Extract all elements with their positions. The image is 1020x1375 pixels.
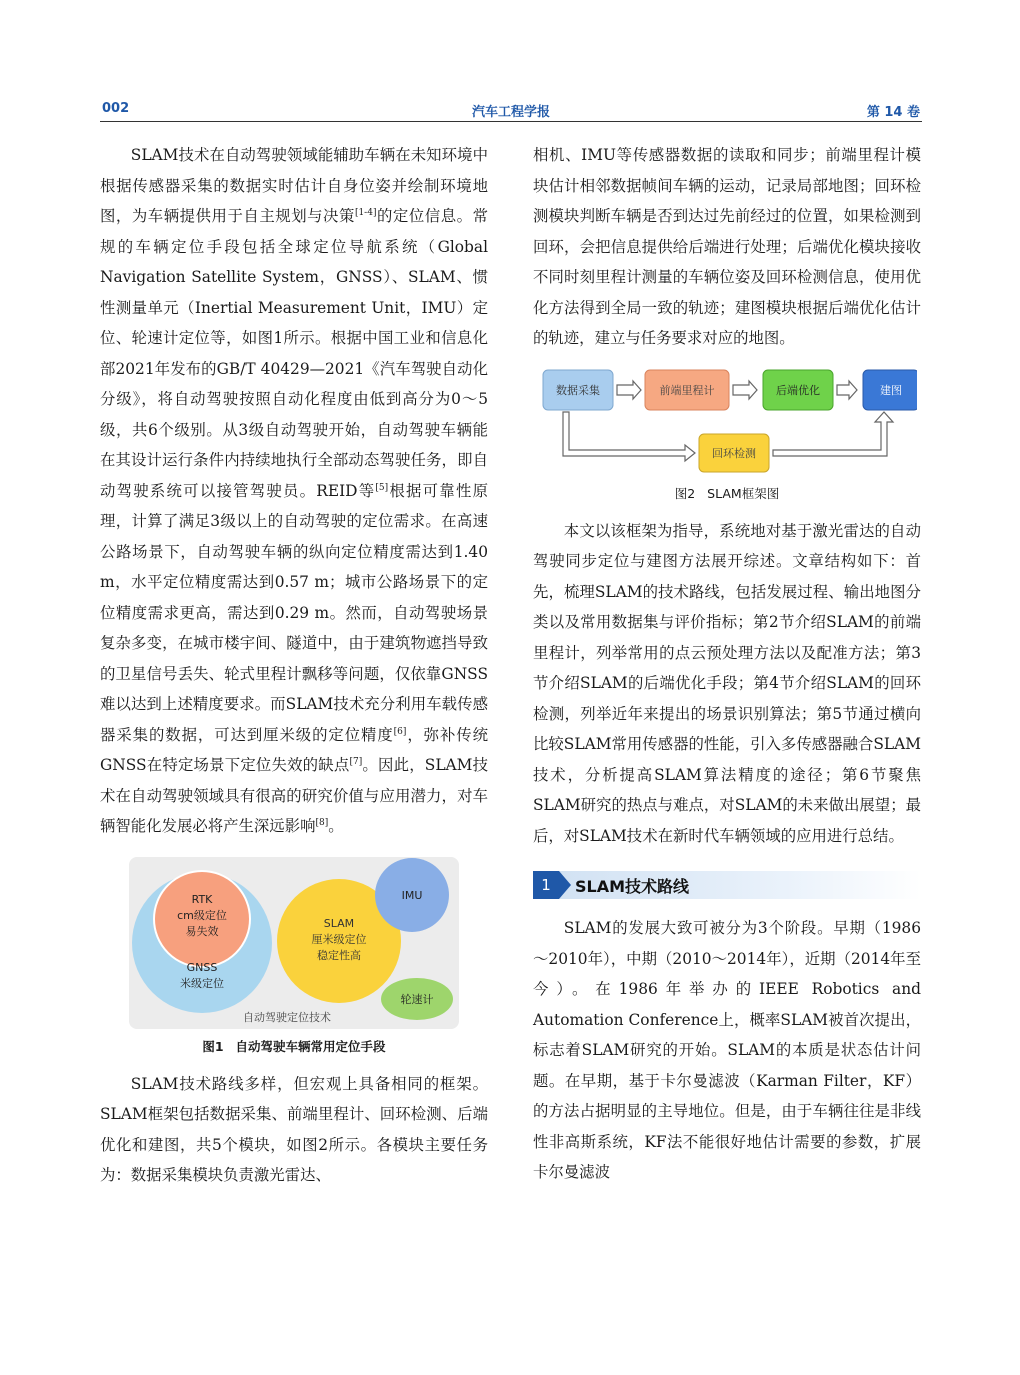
loop-closure-label: 回环检测: [712, 446, 756, 460]
section-number: 1: [533, 871, 559, 899]
rtk-label-1: RTK: [191, 892, 213, 906]
citation-8: [8]: [315, 817, 329, 828]
rtk-label-2: cm级定位: [177, 908, 227, 922]
citation-1-4: [1-4]: [354, 207, 377, 218]
citation-5: [5]: [375, 482, 389, 493]
history-paragraph: SLAM的发展大致可被分为3个阶段。早期（1986～2010年），中期（2010～2014年），近期（2014年至今）。在1986年举办的IEEE Robotics and Automation Conference上，概率SLAM被首次提出，标志着SLAM研究的开始。SLAM的本质是状态估计问题。在早期，基于卡尔曼滤波（Karman Filter，KF）的方法占据明显的主导地位。但是，由于车辆往往是非线性非高斯系统，KF法不能很好地估计需要的参数，扩展卡尔曼滤波: [533, 919, 921, 1181]
citation-7: [7]: [349, 756, 363, 767]
rtk-label-3: 易失效: [185, 924, 219, 938]
arrow-data-to-frontend: [617, 381, 641, 399]
page-header: [100, 97, 922, 122]
arrow-loop-to-map: [773, 412, 893, 456]
slam-label-3: 稳定性高: [317, 948, 361, 962]
imu-label: IMU: [401, 888, 423, 902]
arrow-data-to-loop: [563, 412, 695, 461]
figure-1-venn: [129, 857, 459, 1029]
slam-label-2: 厘米级定位: [311, 932, 367, 946]
gnss-label-1: GNSS: [186, 960, 218, 974]
backend-optimization-label: 后端优化: [776, 383, 820, 397]
intro-paragraph: SLAM技术在自动驾驶领域能辅助车辆在未知环境中根据传感器采集的数据实时估计自身位姿并绘制环境地图，为车辆提供用于自主规划与决策[1-4]的定位信息。常规的车辆定位手段包括全球定位导航系统（Global Navigation Satellite System，GNSS）、SLAM、惯性测量单元（Inertial Measurement Unit，IMU）定位、轮速计定位等，如图1所示。根据中国工业和信息化部2021年发布的GB/T 40429—2021《汽车驾驶自动化分级》，将自动驾驶按照自动化程度由低到高分为0～5级，共6个级别。从3级自动驾驶开始，自动驾驶车辆能在其设计运行条件内持续地执行全部动态驾驶任务，即自动驾驶系统可以接管驾驶员。REID等[5]根据可靠性原理，计算了满足3级以上的自动驾驶的定位需求。在高速公路场景下，自动驾驶车辆的纵向定位精度需达到1.40 m，水平定位精度需达到0.57 m；城市公路场景下的定位精度需求更高，需达到0.29 m。然而，自动驾驶场景复杂多变，在城市楼宇间、隧道中，由于建筑物遮挡导致的卫星信号丢失、轮式里程计飘移等问题，仅依靠GNSS难以达到上述精度要求。而SLAM技术充分利用车载传感器采集的数据，可达到厘米级的定位精度[6]，弥补传统GNSS在特定场景下定位失效的缺点[7]。因此，SLAM技术在自动驾驶领域具有很高的研究价值与应用潜力，对车辆智能化发展必将产生深远影响[8]。: [100, 146, 489, 835]
framework-paragraph-continued: 相机、IMU等传感器数据的读取和同步；前端里程计模块估计相邻数据帧间车辆的运动，记录局部地图；回环检测模块判断车辆是否到达过先前经过的位置，如果检测到回环，会把信息提供给后端进行处理；后端优化模块接收不同时刻里程计测量的车辆位姿及回环检测信息，使用优化方法得到全局一致的轨迹；建图模块根据后端优化估计的轨迹，建立与任务要求对应的地图。: [533, 146, 921, 347]
figure-2-flowchart: [537, 366, 917, 476]
structure-paragraph: 本文以该框架为指导，系统地对基于激光雷达的自动驾驶同步定位与建图方法展开综述。文章结构如下：首先，梳理SLAM的技术路线，包括发展过程、输出地图分类以及常用数据集与评价指标；第2节介绍SLAM的前端里程计，列举常用的点云预处理方法以及配准方法；第3节介绍SLAM的后端优化手段；第4节介绍SLAM的回环检测，列举近年来提出的场景识别算法；第5节通过横向比较SLAM常用传感器的性能，引入多传感器融合SLAM技术，分析提高SLAM算法精度的途径；第6节聚焦SLAM研究的热点与难点，对SLAM的未来做出展望；最后，对SLAM技术在新时代车辆领域的应用进行总结。: [533, 521, 921, 845]
framework-paragraph: SLAM技术路线多样，但宏观上具备相同的框架。SLAM框架包括数据采集、前端里程计、回环检测、后端优化和建图，共5个模块，如图2所示。各模块主要任务为：数据采集模块负责激光雷达、: [100, 1074, 488, 1184]
citation-6: [6]: [393, 726, 407, 737]
figure-1-caption: 图1 自动驾驶车辆常用定位手段: [202, 1038, 386, 1054]
section-heading: [533, 871, 921, 899]
arrow-backend-to-map: [837, 381, 857, 399]
mapping-label: 建图: [880, 383, 902, 397]
figure-2-caption: 图2 SLAM框架图: [674, 485, 780, 501]
arrow-frontend-to-backend: [733, 381, 757, 399]
section-title: SLAM技术路线: [575, 877, 690, 896]
outer-label: 自动驾驶定位技术: [243, 1010, 331, 1024]
right-column: [533, 140, 921, 1188]
volume-label: 第 14 卷: [866, 105, 920, 120]
frontend-odometry-label: 前端里程计: [659, 383, 715, 397]
left-column: [100, 140, 488, 1191]
journal-title: 汽车工程学报: [471, 105, 550, 120]
page-number: 002: [102, 101, 130, 116]
data-acquisition-label: 数据采集: [556, 383, 600, 397]
slam-label-1: SLAM: [323, 916, 355, 930]
wheel-label: 轮速计: [400, 992, 434, 1006]
gnss-label-2: 米级定位: [180, 976, 224, 990]
